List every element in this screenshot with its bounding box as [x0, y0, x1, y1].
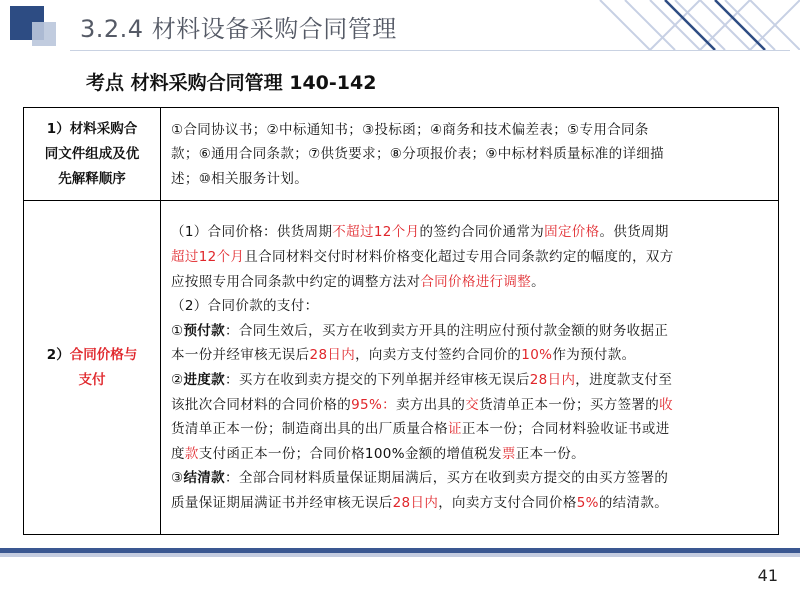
header-decoration	[570, 0, 800, 50]
content-line	[171, 491, 768, 516]
content-line: 述；⑩相关服务计划。	[171, 170, 309, 187]
slide-title: 3.2.4 材料设备采购合同管理	[80, 15, 397, 43]
text-segment: ，向卖方支付合同价格	[438, 494, 577, 511]
highlight-text: 28日内	[309, 347, 356, 364]
content-line	[171, 343, 768, 368]
row-heading-line: 支付	[78, 371, 106, 388]
highlight-text: 不超过12个月	[332, 224, 420, 241]
row-heading-line	[30, 343, 154, 368]
content-line	[171, 393, 768, 418]
row-heading	[24, 108, 161, 201]
bold-label: 进度款	[183, 372, 226, 388]
content-line	[171, 319, 768, 344]
text-segment: ：合同生效后，买方在收到卖方开具的注明应付预付款金额的财务收据正	[225, 322, 669, 339]
content-table	[23, 107, 779, 535]
content-line	[171, 245, 768, 270]
text-segment: 本一份并经审核无误后	[171, 347, 310, 364]
row-heading-line: 同文件组成及优	[44, 145, 140, 162]
text-segment: ：全部合同材料质量保证期届满后，买方在收到卖方提交的由买方签署的	[225, 470, 669, 487]
text-segment: 货清单正本一份；制造商出具的出厂质量合格	[171, 421, 448, 438]
highlight-text: 28日内	[529, 372, 576, 388]
text-segment: （2）合同价款的支付：	[171, 298, 319, 315]
highlight-text: 超过12个月	[171, 249, 245, 266]
row-content	[161, 201, 779, 535]
row-heading-prefix: 2）	[46, 346, 70, 363]
highlight-text: 票	[501, 445, 516, 462]
text-segment: 的结清款。	[598, 494, 669, 511]
row-heading-line: 先解释顺序	[58, 170, 126, 187]
highlight-text: 收	[659, 396, 673, 413]
text-segment: 货清单正本一份；买方签署的	[479, 396, 660, 413]
content-line	[171, 368, 768, 393]
highlight-text: 款	[184, 445, 199, 462]
text-segment: ③	[171, 470, 184, 487]
text-segment: ，进度款支付至	[575, 372, 673, 388]
content-line	[171, 466, 768, 491]
text-segment: ②	[171, 372, 184, 388]
content-line: 款；⑥通用合同条款；⑦供货要求；⑧分项报价表；⑨中标材料质量标准的详细描	[171, 146, 665, 163]
text-segment: 。供货周期	[599, 224, 669, 241]
content-line: ①合同协议书；②中标通知书；③投标函；④商务和技术偏差表；⑤专用合同条	[171, 121, 649, 138]
highlight-text: 10%	[521, 347, 553, 364]
text-segment: 支付函正本一份；合同价格100%金额的增值税发	[198, 445, 502, 462]
highlight-text: 固定价格	[544, 224, 600, 241]
text-segment: 。	[531, 273, 545, 290]
row-content	[161, 108, 779, 201]
text-segment: 度	[171, 445, 185, 462]
highlight-text: 合同价格进行调整	[420, 273, 532, 290]
text-segment: 质量保证期届满证书并经审核无误后	[171, 494, 393, 511]
row-heading-line: 1）材料采购合	[46, 120, 138, 137]
content-line	[171, 270, 768, 295]
text-segment: 作为预付款。	[552, 347, 636, 364]
text-segment: ①	[171, 322, 184, 339]
bold-label: 预付款	[183, 322, 226, 339]
bold-label: 结清款	[183, 470, 226, 487]
title-underline	[70, 50, 790, 51]
content-line	[171, 442, 768, 467]
row-heading	[24, 201, 161, 535]
table-row	[24, 201, 779, 535]
row-heading-highlight: 合同价格与	[69, 346, 138, 363]
content-line	[171, 294, 768, 319]
text-segment: 的签约合同价通常为	[419, 224, 545, 241]
highlight-text: 28日内	[392, 494, 439, 511]
text-segment: 正本一份；合同材料验收证书或进	[461, 421, 670, 438]
header-square-light	[32, 22, 56, 46]
content-line	[171, 220, 768, 245]
content-line	[171, 417, 768, 442]
text-segment: 且合同材料交付时材料价格变化超过专用合同条款约定的幅度的，双方	[244, 249, 674, 266]
text-segment: （1）合同价格：供货周期	[171, 224, 333, 241]
table-row	[24, 108, 779, 201]
section-subtitle: 考点 材料采购合同管理 140-142	[86, 72, 377, 94]
highlight-text: 5%	[576, 494, 599, 511]
text-segment: ：买方在收到卖方提交的下列单据并经审核无误后	[225, 372, 530, 388]
highlight-text: 交	[465, 396, 480, 413]
page-number: 41	[757, 566, 778, 585]
text-segment: 该批次合同材料的合同价格的	[171, 396, 352, 413]
text-segment: 应按照专用合同条款中约定的调整方法对	[171, 273, 421, 290]
footer-bar-light	[0, 553, 800, 557]
text-segment: ，向卖方支付签约合同价的	[355, 347, 522, 364]
text-segment: 卖方出具的	[395, 396, 466, 413]
highlight-text: 证	[448, 421, 462, 438]
text-segment: 正本一份。	[515, 445, 585, 462]
highlight-text: 95%：	[351, 396, 396, 413]
